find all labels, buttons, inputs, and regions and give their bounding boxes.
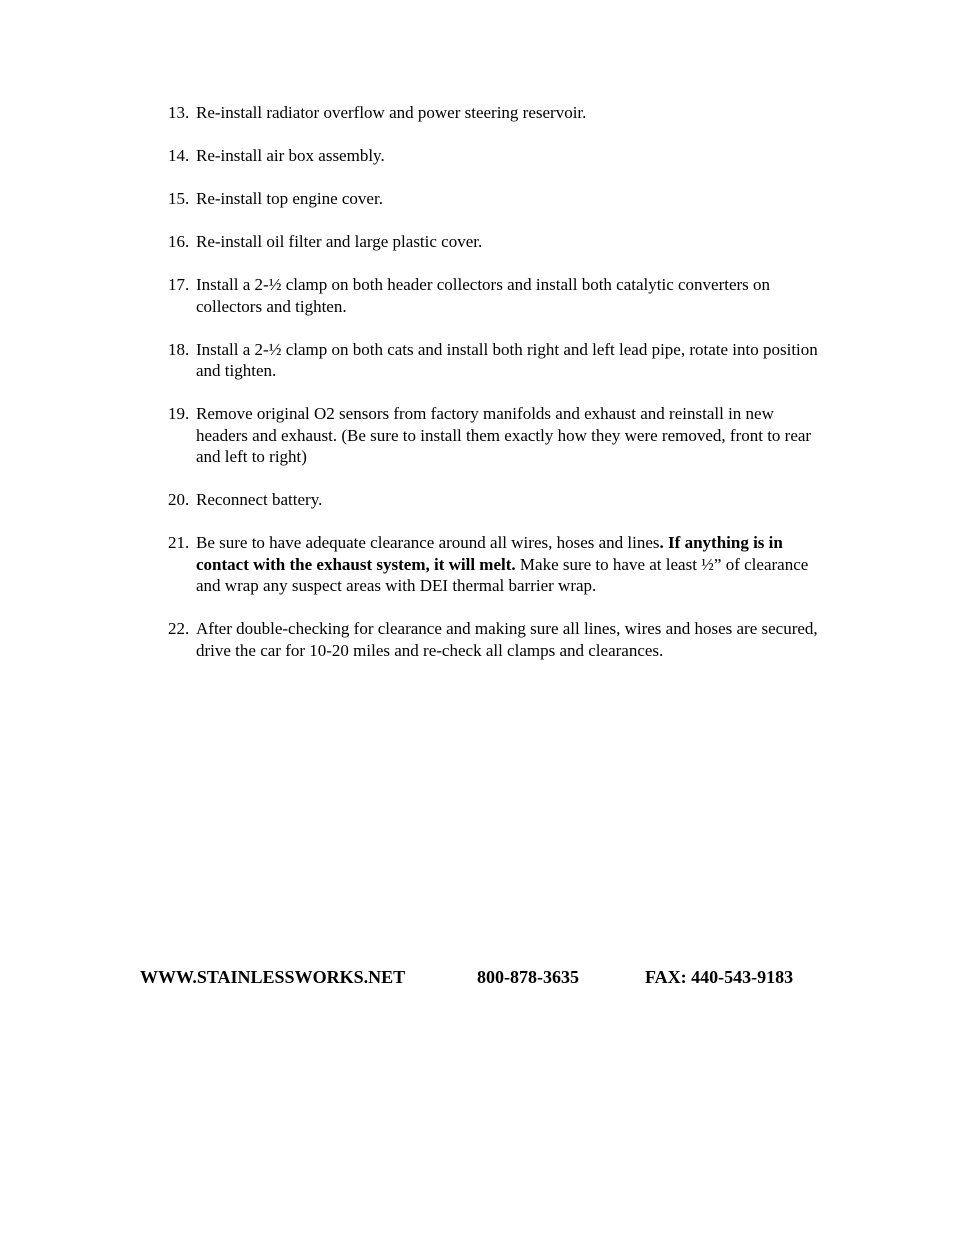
- step-21: [168, 532, 828, 597]
- step-19: [168, 403, 828, 468]
- step-text: Re-install radiator overflow and power steering reservoir.: [196, 103, 587, 122]
- step-20: [168, 489, 828, 511]
- step-text: After double-checking for clearance and making sure all lines, wires and hoses are secured, drive the car for 10-20 miles and re-check all clamps and clearances.: [196, 619, 818, 661]
- step-number: 22.: [168, 619, 190, 639]
- step-14: [168, 145, 828, 167]
- step-text-regular: Make sure to have at least ½” of clearance and wrap any suspect areas with DEI thermal barrier wrap.: [196, 554, 809, 596]
- step-17: [168, 274, 828, 317]
- step-text: Re-install air box assembly.: [196, 145, 385, 165]
- phone-number: 800-878-3635: [477, 967, 579, 987]
- step-text: [196, 532, 828, 597]
- step-text: Re-install top engine cover.: [196, 188, 383, 208]
- step-text: Remove original O2 sensors from factory manifolds and exhaust and reinstall in new headers and exhaust. (Be sure to install them exactly how they were removed, front to rear and left to right): [196, 404, 812, 467]
- fax-number: FAX: 440-543-9183: [645, 967, 794, 987]
- step-number: 13.: [168, 103, 190, 122]
- instruction-steps-list: [168, 102, 828, 683]
- step-text-warning-bold: . If anything is in contact with the exhaust system, it will melt.: [196, 533, 783, 574]
- step-13: [168, 102, 828, 124]
- step-number: 20.: [168, 490, 190, 510]
- step-text: Install a 2-½ clamp on both cats and install both right and left lead pipe, rotate into position and tighten.: [196, 339, 818, 381]
- step-number: 16.: [168, 231, 190, 251]
- step-22: [168, 618, 828, 661]
- step-number: 18.: [168, 339, 190, 359]
- step-number: 15.: [168, 188, 190, 208]
- step-16: [168, 231, 828, 253]
- step-text: Reconnect battery.: [196, 490, 323, 510]
- contact-footer: [140, 967, 820, 991]
- website-link[interactable]: WWW.STAINLESSWORKS.NET: [140, 967, 406, 987]
- step-number: 14.: [168, 145, 190, 165]
- step-text-regular: Be sure to have adequate clearance around all wires, hoses and lines: [196, 533, 660, 553]
- step-number: 17.: [168, 274, 190, 294]
- step-15: [168, 188, 828, 210]
- step-18: [168, 339, 828, 382]
- step-text: Re-install oil filter and large plastic cover.: [196, 231, 483, 251]
- step-number: 21.: [168, 533, 190, 553]
- step-text: Install a 2-½ clamp on both header collectors and install both catalytic converters on collectors and tighten.: [196, 274, 771, 316]
- step-number: 19.: [168, 404, 190, 424]
